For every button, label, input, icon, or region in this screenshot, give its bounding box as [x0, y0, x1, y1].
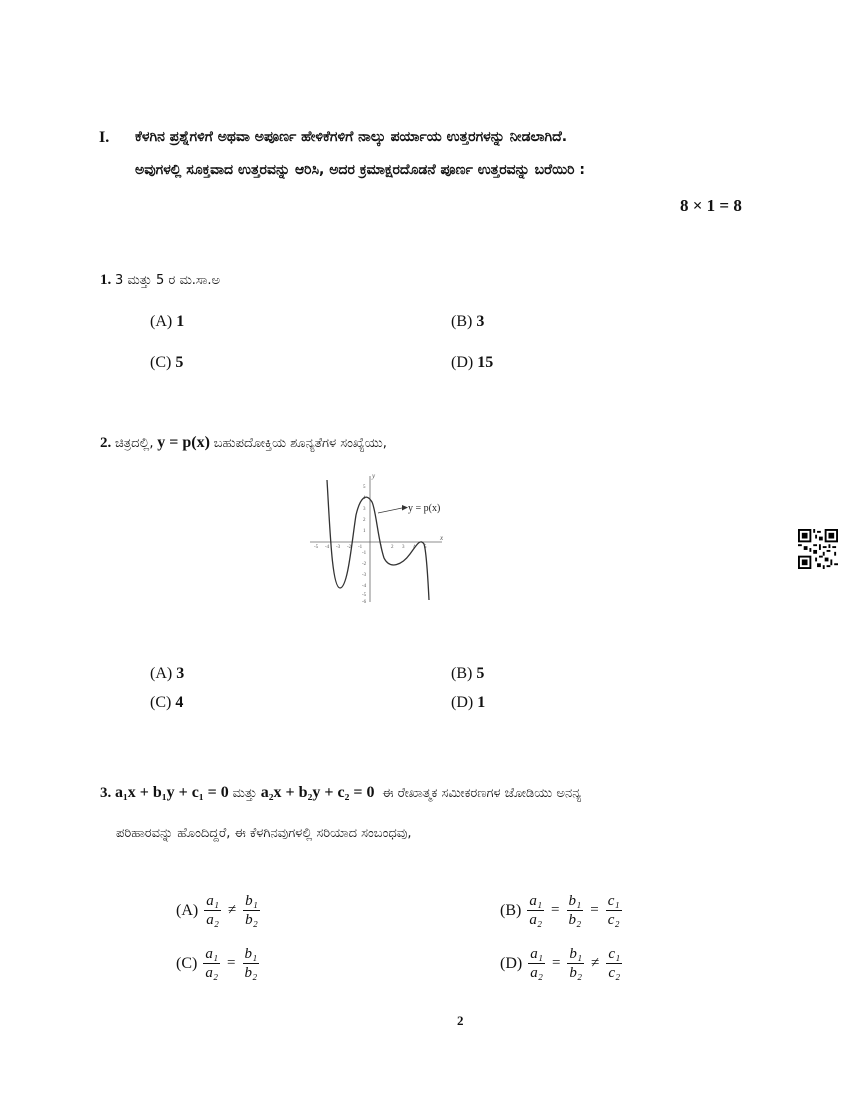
question-1: [100, 272, 220, 289]
q1-option-b: [451, 313, 484, 331]
fraction-c: [606, 892, 622, 929]
option-value: 15: [477, 354, 494, 371]
option-value: 5: [175, 354, 184, 371]
denominator: a₂: [530, 965, 543, 981]
section-instruction-line1: ಕೆಳಗಿನ ಪ್ರಶ್ನೆಗಳಿಗೆ ಅಥವಾ ಅಪೂರ್ಣ ಹೇಳಿಕೆಗಳಿಗೆ ನಾಲ್ಕು ಪರ್ಯಾಯ ಉತ್ತರಗಳನ್ನು ನೀಡಲಾಗಿದೆ.: [135, 129, 568, 145]
option-label: (C): [150, 694, 172, 711]
question-equation: y = p(x): [157, 434, 210, 451]
x-tick: 4: [413, 545, 416, 550]
question-text-line2: ಪರಿಹಾರವನ್ನು ಹೊಂದಿದ್ದರೆ, ಈ ಕೆಳಗಿನವುಗಳಲ್ಲಿ ಸರಿಯಾದ ಸಂಬಂಧವು,: [116, 826, 412, 841]
q2-option-c: [150, 694, 183, 712]
denominator: c₂: [607, 912, 620, 928]
numerator: a₁: [206, 893, 219, 909]
fraction-a: [528, 945, 545, 982]
q3-option-d: [500, 945, 622, 982]
y-tick: 1: [363, 529, 366, 534]
relation-symbol: ≠: [591, 955, 600, 971]
option-value: 3: [476, 313, 485, 330]
denominator: b₂: [569, 965, 583, 981]
numerator: c₁: [607, 893, 620, 909]
relation-symbol: ≠: [227, 902, 237, 918]
option-label: (C): [150, 354, 172, 371]
option-label: (B): [451, 313, 473, 330]
y-tick: 5: [363, 485, 366, 490]
option-value: 1: [477, 694, 486, 711]
y-tick: 4: [363, 496, 366, 501]
option-label: (A): [176, 901, 199, 919]
numerator: a₁: [205, 946, 219, 962]
x-tick: -4: [325, 545, 330, 550]
denominator: b₂: [244, 965, 258, 981]
option-label: (B): [451, 665, 473, 682]
q2-option-a: [150, 665, 184, 683]
denominator: b₂: [245, 912, 258, 928]
relation-symbol: =: [551, 902, 560, 918]
x-tick: -2: [347, 545, 352, 550]
conjunction: ಮತ್ತು: [232, 786, 257, 801]
numerator: b₁: [245, 893, 258, 909]
x-tick: -1: [358, 545, 363, 550]
equation-2: a₂x + b₂y + c₂ = 0: [260, 784, 375, 801]
denominator: a₂: [529, 912, 543, 928]
section-instruction-line2: ಅವುಗಳಲ್ಲಿ ಸೂಕ್ತವಾದ ಉತ್ತರವನ್ನು ಆರಿಸಿ, ಅದರ ಕ್ರಮಾಕ್ಷರದೊಡನೆ ಪೂರ್ಣ ಉತ್ತರವನ್ನು ಬರೆಯಿರಿ :: [135, 162, 586, 178]
option-label: (A): [150, 665, 173, 682]
q3-option-c: [176, 945, 259, 982]
q1-option-c: [150, 354, 183, 372]
y-tick: 3: [363, 507, 366, 512]
numerator: a₁: [530, 946, 543, 962]
q1-option-a: [150, 313, 184, 331]
numerator: b₁: [568, 893, 582, 909]
option-label: (D): [451, 694, 474, 711]
x-tick: -3: [336, 545, 341, 550]
option-label: (C): [176, 954, 198, 972]
y-axis-label: y: [372, 472, 376, 480]
x-tick: 1: [380, 545, 383, 550]
page-number: 2: [457, 1013, 464, 1028]
y-tick: -2: [362, 562, 367, 567]
section-marks: 8 × 1 = 8: [680, 196, 742, 215]
denominator: c₂: [608, 965, 621, 981]
x-tick: 2: [391, 545, 394, 550]
numerator: b₁: [569, 946, 583, 962]
fraction-a: [204, 892, 221, 929]
question-number: 2.: [100, 435, 112, 451]
fraction-b: [567, 892, 584, 929]
option-label: (A): [150, 313, 173, 330]
equation-1: a₁x + b₁y + c₁ = 0: [115, 784, 229, 801]
y-tick: -5: [362, 593, 367, 598]
denominator: a₂: [205, 965, 219, 981]
question-text-post: ಬಹುಪದೋಕ್ತಿಯ ಶೂನ್ಯತೆಗಳ ಸಂಖ್ಯೆಯು,: [213, 436, 387, 451]
fraction-b: [243, 892, 260, 929]
y-tick: -4: [362, 584, 367, 589]
question-2: [100, 434, 387, 452]
denominator: a₂: [206, 912, 219, 928]
question-number: 1.: [100, 272, 112, 288]
option-label: (D): [500, 954, 523, 972]
x-tick: 5: [424, 545, 427, 550]
q1-option-d: [451, 354, 493, 372]
fraction-a: [527, 892, 544, 929]
y-tick-labels: [362, 485, 367, 605]
x-axis-label: x: [440, 534, 444, 542]
y-tick: -1: [362, 551, 367, 556]
numerator: b₁: [244, 946, 258, 962]
y-tick: -3: [362, 573, 367, 578]
option-value: 3: [176, 665, 185, 682]
fraction-a: [203, 945, 220, 982]
q2-option-b: [451, 665, 484, 683]
q2-option-d: [451, 694, 485, 712]
option-value: 1: [176, 313, 185, 330]
question-number: 3.: [100, 785, 112, 801]
x-tick: -5: [314, 545, 319, 550]
question-3: [100, 784, 581, 802]
fraction-b: [243, 945, 260, 982]
question-text: 3 ಮತ್ತು 5 ರ ಮ.ಸಾ.ಅ: [115, 273, 221, 288]
x-tick: 3: [402, 545, 405, 550]
denominator: b₂: [568, 912, 582, 928]
question-text-pre: ಚಿತ್ರದಲ್ಲಿ,: [115, 436, 154, 451]
y-tick: -6: [362, 600, 367, 605]
polynomial-graph: [310, 470, 460, 605]
y-tick: 2: [363, 518, 366, 523]
q3-option-b: [500, 892, 622, 929]
option-value: 5: [476, 665, 485, 682]
relation-symbol: =: [590, 902, 599, 918]
qr-code-icon[interactable]: [798, 529, 838, 569]
polynomial-curve: [327, 480, 429, 600]
relation-symbol: =: [227, 955, 236, 971]
fraction-c: [606, 945, 622, 982]
relation-symbol: =: [551, 955, 561, 971]
numerator: c₁: [608, 946, 621, 962]
q3-option-a: [176, 892, 260, 929]
option-label: (B): [500, 901, 522, 919]
curve-label-arrow: [378, 508, 402, 513]
fraction-b: [567, 945, 584, 982]
numerator: a₁: [529, 893, 543, 909]
curve-label: y = p(x): [408, 503, 441, 514]
option-label: (D): [451, 354, 474, 371]
option-value: 4: [175, 694, 184, 711]
question-text-line1: ಈ ರೇಖಾತ್ಮಕ ಸಮೀಕರಣಗಳ ಜೋಡಿಯು ಅನನ್ಯ: [382, 786, 582, 801]
section-number: I.: [99, 129, 110, 146]
